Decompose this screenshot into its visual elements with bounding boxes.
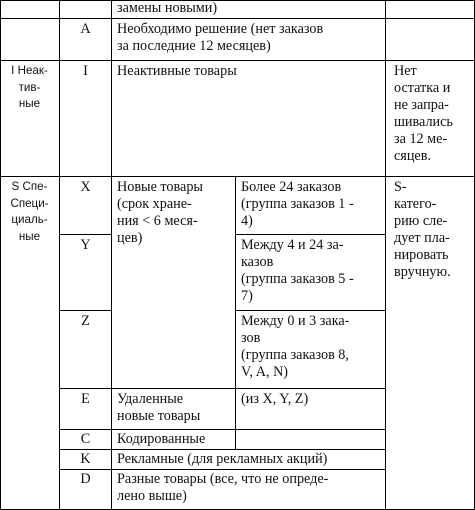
group-inactive: I Неак- тив- ные [0, 61, 60, 177]
orders-y: Между 4 и 24 за- казов (группа заказов 5 - 7) [236, 235, 386, 311]
code-i: I [60, 61, 112, 177]
code-c: C [60, 430, 112, 450]
continuation-description: замены новыми) [112, 0, 386, 19]
description-i: Неактивные товары [112, 61, 386, 177]
code-y: Y [60, 235, 112, 311]
code-e: E [60, 389, 112, 430]
orders-c-empty [236, 430, 386, 450]
note-cell-empty-top [386, 0, 475, 19]
group-cell-empty-a [0, 19, 60, 61]
orders-x: Более 24 заказов (группа заказов 1 - 4) [236, 177, 386, 235]
orders-e: (из X, Y, Z) [236, 389, 386, 430]
description-d: Разные товары (все, что не опреде- лено выше) [112, 470, 386, 510]
group-cell-empty-top [0, 0, 60, 19]
code-cell-empty-top [60, 0, 112, 19]
description-a: Необходимо решение (нет заказов за последние 12 месяцев) [112, 19, 386, 61]
description-k: Рекламные (для рекламных акций) [112, 450, 386, 470]
code-d: D [60, 470, 112, 510]
orders-z: Между 0 и 3 зака- зов (группа заказов 8, V, A, N) [236, 311, 386, 389]
code-a: A [60, 19, 112, 61]
description-c: Кодированные [112, 430, 236, 450]
description-e: Удаленные новые товары [112, 389, 236, 430]
group-special: S Спе- Специ- циаль- ные [0, 177, 60, 510]
note-s: S- катего- рию сле- дует пла- нировать вручную. [386, 177, 475, 510]
description-new-items: Новые товары (срок хране- ния < 6 меся- цев) [112, 177, 236, 389]
note-cell-empty-a [386, 19, 475, 61]
code-x: X [60, 177, 112, 235]
code-z: Z [60, 311, 112, 389]
code-k: K [60, 450, 112, 470]
note-i: Нет остатка и не запра- шивались за 12 ме- сяцев. [386, 61, 475, 177]
